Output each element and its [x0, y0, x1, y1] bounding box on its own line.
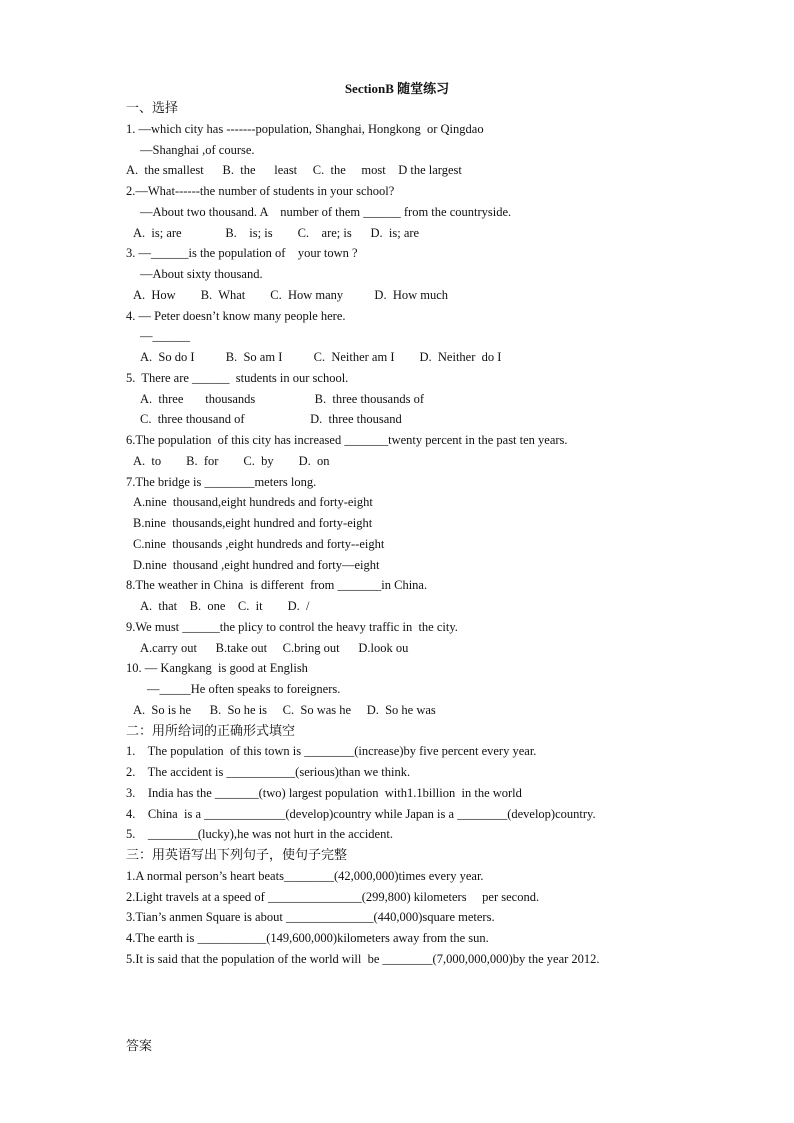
exercise-line: A. three thousands B. three thousands of [140, 391, 424, 406]
exercise-line: 4. China is a _____________(develop)country while Japan is a ________(develop)country. [126, 806, 596, 821]
exercise-line: 2.Light travels at a speed of _______________(299,800) kilometers per second. [126, 889, 540, 904]
exercise-line: A.nine thousand,eight hundreds and forty-eight [133, 495, 373, 510]
exercise-line: —About sixty thousand. [140, 267, 263, 281]
exercise-line: —Shanghai ,of course. [140, 142, 255, 157]
exercise-line: 4.The earth is ___________(149,600,000)kilometers away from the sun. [126, 931, 489, 945]
page-title: SectionB 随堂练习 [344, 81, 450, 96]
exercise-line: —_____He often speaks to foreigners. [147, 682, 341, 696]
exercise-line: 5. There are ______ students in our school. [126, 370, 349, 385]
exercise-line: —About two thousand. A number of them ______ from the countryside. [140, 204, 512, 219]
exercise-line: 5.It is said that the population of the world will be ________(7,000,000,000)by the year 2012. [126, 951, 600, 966]
exercise-line: C. three thousand of D. three thousand [140, 412, 402, 427]
exercise-line: 2. The accident is ___________(serious)than we think. [126, 765, 411, 779]
exercise-line: 8.The weather in China is different from _______in China. [126, 578, 428, 593]
exercise-line: A. that B. one C. it D. / [140, 599, 310, 613]
exercise-line: 6.The population of this city has increased _______twenty percent in the past ten years. [126, 433, 568, 447]
exercise-line: A.carry out B.take out C.bring out D.look ou [140, 640, 409, 655]
exercise-line: 10. — Kangkang is good at English [126, 661, 308, 676]
exercise-line: 9.We must ______the plicy to control the heavy traffic in the city. [126, 619, 458, 634]
exercise-line: 1. The population of this town is ________(increase)by five percent every year. [126, 744, 537, 759]
section-heading: 二：用所给词的正确形式填空 [126, 722, 296, 738]
exercise-line: 7.The bridge is ________meters long. [126, 474, 317, 489]
exercise-line: A. is; are B. is; is C. are; is D. is; are [133, 225, 420, 240]
exercise-line: 3. India has the _______(two) largest population with1.1billion in the world [126, 785, 522, 800]
exercise-line: A. to B. for C. by D. on [133, 453, 330, 468]
exercise-line: D.nine thousand ,eight hundred and forty—eight [133, 557, 380, 572]
exercise-line: 4. — Peter doesn’t know many people here. [126, 308, 346, 323]
exercise-line: A. the smallest B. the least C. the most D the largest [126, 163, 462, 178]
section-heading: 三：用英语写出下列句子，使句子完整 [126, 847, 348, 862]
exercise-line: C.nine thousands ,eight hundreds and forty--eight [133, 536, 385, 551]
exercise-line: A. So do I B. So am I C. Neither am I D. Neither do I [140, 350, 502, 364]
section-heading: 一、选择 [126, 100, 179, 115]
exercise-line: 1. —which city has -------population, Shanghai, Hongkong or Qingdao [126, 121, 484, 136]
exercise-line: 3.Tian’s anmen Square is about ______________(440,000)square meters. [126, 910, 495, 925]
exercise-line: 3. —______is the population of your town ? [126, 246, 358, 261]
exercise-line: B.nine thousands,eight hundred and forty-eight [133, 516, 373, 530]
exercise-line: 5. ________(lucky),he was not hurt in the accident. [126, 827, 393, 842]
exercise-line: 1.A normal person’s heart beats________(42,000,000)times every year. [126, 868, 484, 883]
answer-label: 答案 [126, 1038, 153, 1053]
exercise-line: —______ [140, 329, 190, 344]
exercise-line: A. So is he B. So he is C. So was he D. So he was [133, 702, 436, 717]
exercise-line: A. How B. What C. How many D. How much [133, 287, 449, 302]
exercise-line: 2.—What------the number of students in your school? [126, 184, 395, 198]
